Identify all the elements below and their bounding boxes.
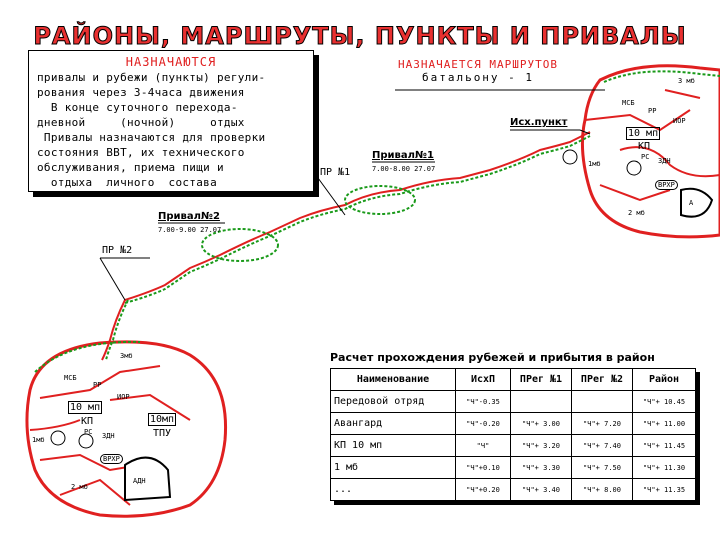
page-title: РАЙОНЫ, МАРШРУТЫ, ПУНКТЫ И ПРИВАЛЫ	[33, 22, 687, 50]
unit-label: 10мп	[150, 414, 175, 425]
table-cell: "Ч"+0.20	[456, 479, 511, 501]
unit-label: А	[689, 199, 694, 207]
start-point-label: Исх.пункт	[510, 117, 568, 128]
unit-label: ЗДН	[658, 157, 671, 165]
halt1-label: Привал№1	[372, 150, 434, 161]
table-title: Расчет прохождения рубежей и прибытия в район	[330, 351, 655, 364]
info-line: дневной (ночной) отдых	[37, 116, 245, 129]
unit-label: ИОР	[673, 117, 686, 125]
unit-label: МСБ	[64, 374, 77, 382]
routes-heading: НАЗНАЧАЕТСЯ МАРШРУТОВ	[397, 58, 559, 71]
info-heading: НАЗНАЧАЮТСЯ	[125, 55, 217, 69]
unit-label: КП	[81, 416, 94, 427]
table-cell: "Ч"+ 3.20	[511, 435, 572, 457]
halt2-time: 7.00-9.00 27.07	[158, 226, 222, 234]
table-cell: "Ч"+ 7.40	[572, 435, 633, 457]
table-row	[331, 479, 696, 501]
table-cell: "Ч"+ 7.20	[572, 413, 633, 435]
unit-label: ТПУ	[153, 428, 172, 439]
table-cell: "Ч"+ 11.35	[633, 479, 696, 501]
info-line: привалы и рубежи (пункты) регули-	[37, 71, 266, 84]
unit-label: ЗДН	[102, 432, 115, 440]
table-cell: Передовой отряд	[331, 391, 456, 413]
info-line: обслуживания, приема пищи и	[37, 161, 224, 174]
table-cell	[572, 391, 633, 413]
unit-label: ИОР	[117, 393, 130, 401]
column-header: ПРег №1	[511, 369, 572, 391]
table-row	[331, 457, 696, 479]
table-cell: 1 мб	[331, 457, 456, 479]
unit-label: 2 мб	[628, 209, 645, 217]
calc-table	[330, 368, 696, 501]
unit-label: МСБ	[622, 99, 635, 107]
column-header: Наименование	[331, 369, 456, 391]
halt1-time: 7.00-8.00 27.07	[372, 165, 436, 173]
table-cell	[511, 391, 572, 413]
column-header: ПРег №2	[572, 369, 633, 391]
unit-label: РС	[641, 153, 650, 161]
info-line: В конце суточного перехода-	[37, 101, 238, 114]
info-line: отдыха личного состава	[37, 176, 217, 189]
table-header-row	[331, 369, 696, 391]
table-cell: "Ч"+ 11.45	[633, 435, 696, 457]
table-row	[331, 435, 696, 457]
table-cell: "Ч"+ 10.45	[633, 391, 696, 413]
unit-label: ВРХР	[655, 180, 678, 190]
column-header: ИсхП	[456, 369, 511, 391]
table-cell: "Ч"-0.35	[456, 391, 511, 413]
unit-label: 3 мб	[678, 77, 695, 85]
table-cell: "Ч"+ 11.00	[633, 413, 696, 435]
unit-label: АДН	[133, 477, 146, 485]
table-cell: Авангард	[331, 413, 456, 435]
halt2-label: Привал№2	[158, 211, 220, 222]
table-cell: "Ч"+ 7.50	[572, 457, 633, 479]
table-cell: "Ч"+ 3.30	[511, 457, 572, 479]
info-line: состояния ВВТ, их технического	[37, 146, 245, 159]
area-lower	[27, 342, 226, 516]
table-row	[331, 391, 696, 413]
table-cell: "Ч"+0.10	[456, 457, 511, 479]
unit-label: КП	[638, 141, 651, 152]
table-cell: "Ч"+ 8.00	[572, 479, 633, 501]
routes-subheading: батальону - 1	[421, 71, 535, 84]
table-cell: "Ч"-0.20	[456, 413, 511, 435]
reg-point2-label: ПР №2	[102, 245, 133, 256]
table-cell: КП 10 мп	[331, 435, 456, 457]
unit-label: 1мб	[588, 160, 601, 168]
table-cell: "Ч"+ 11.30	[633, 457, 696, 479]
unit-label: РС	[84, 428, 93, 436]
table-cell: "Ч"	[456, 435, 511, 457]
table-cell: "Ч"+ 3.40	[511, 479, 572, 501]
table-row	[331, 413, 696, 435]
reg-point1-label: ПР №1	[320, 167, 351, 178]
info-line: Привалы назначаются для проверки	[37, 131, 266, 144]
column-header: Район	[633, 369, 696, 391]
unit-label: 10 мп	[628, 128, 659, 139]
table-cell: ...	[331, 479, 456, 501]
unit-label: ВРХР	[100, 454, 123, 464]
unit-label: 10 мп	[70, 402, 101, 413]
unit-label: 2 мб	[71, 483, 88, 491]
unit-label: 1мб	[32, 436, 45, 444]
info-line: рования через 3-4часа движения	[37, 86, 245, 99]
info-box	[28, 50, 314, 192]
unit-label: РР	[648, 107, 657, 115]
unit-label: 3мб	[120, 352, 133, 360]
table-cell: "Ч"+ 3.00	[511, 413, 572, 435]
unit-label: РР	[93, 381, 102, 389]
